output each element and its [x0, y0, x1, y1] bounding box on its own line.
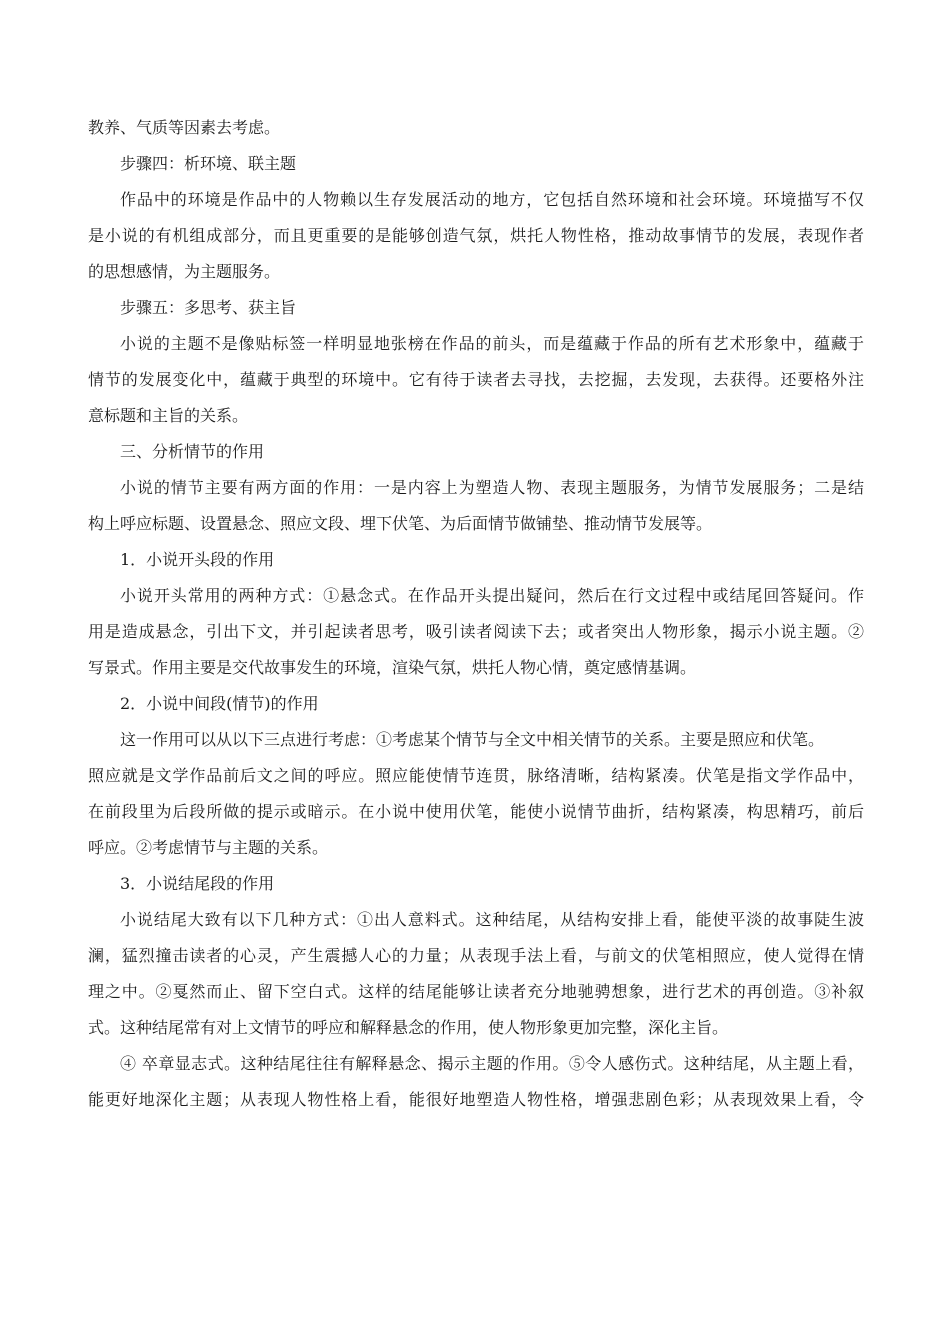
paragraph-line: 意标题和主旨的关系。 — [88, 406, 249, 425]
subsection-heading: 2．小说中间段(情节)的作用 — [120, 694, 319, 713]
paragraph-line: 照应就是文学作品前后文之间的呼应。照应能使情节连贯，脉络清晰，结构紧凑。伏笔是指文学作品中， — [88, 766, 864, 785]
paragraph-line: 写景式。作用主要是交代故事发生的环境，渲染气氛，烘托人物心情，奠定感情基调。 — [88, 658, 697, 677]
section-heading: 三、分析情节的作用 — [120, 442, 265, 461]
paragraph-line: 澜，猛烈撞击读者的心灵，产生震撼人心的力量；从表现手法上看，与前文的伏笔相照应，使人觉得在情 — [88, 946, 864, 965]
paragraph-line: 理之中。②戛然而止、留下空白式。这样的结尾能够让读者充分地驰骋想象，进行艺术的再创造。③补叙 — [88, 982, 864, 1001]
paragraph-line: 小说的主题不是像贴标签一样明显地张榜在作品的前头，而是蕴藏于作品的所有艺术形象中，蕴藏于 — [120, 334, 864, 353]
subsection-heading: 3．小说结尾段的作用 — [120, 874, 275, 893]
paragraph-line: ④ 卒章显志式。这种结尾往往有解释悬念、揭示主题的作用。⑤令人感伤式。这种结尾，从主题上看， — [120, 1054, 864, 1073]
paragraph-line: 小说的情节主要有两方面的作用：一是内容上为塑造人物、表现主题服务，为情节发展服务；二是结 — [120, 478, 864, 497]
paragraph-line: 教养、气质等因素去考虑。 — [88, 118, 281, 137]
paragraph-line: 情节的发展变化中，蕴藏于典型的环境中。它有待于读者去寻找，去挖掘，去发现，去获得。还要格外注 — [88, 370, 864, 389]
step-heading: 步骤五：多思考、获主旨 — [120, 298, 297, 317]
paragraph-line: 小说开头常用的两种方式：①悬念式。在作品开头提出疑问，然后在行文过程中或结尾回答疑问。作 — [120, 586, 864, 605]
paragraph-line: 构上呼应标题、设置悬念、照应文段、埋下伏笔、为后面情节做铺垫、推动情节发展等。 — [88, 514, 713, 533]
paragraph-line: 小说结尾大致有以下几种方式：①出人意料式。这种结尾，从结构安排上看，能使平淡的故事陡生波 — [120, 910, 864, 929]
paragraph-line: 这一作用可以从以下三点进行考虑：①考虑某个情节与全文中相关情节的关系。主要是照应和伏笔。 — [120, 730, 825, 749]
paragraph-line: 的思想感情，为主题服务。 — [88, 262, 281, 281]
paragraph-line: 作品中的环境是作品中的人物赖以生存发展活动的地方，它包括自然环境和社会环境。环境描写不仅 — [120, 190, 864, 209]
paragraph-line: 是小说的有机组成部分，而且更重要的是能够创造气氛，烘托人物性格，推动故事情节的发展，表现作者 — [88, 226, 864, 245]
paragraph-line: 呼应。②考虑情节与主题的关系。 — [88, 838, 329, 857]
paragraph-line: 式。这种结尾常有对上文情节的呼应和解释悬念的作用，使人物形象更加完整，深化主旨。 — [88, 1018, 729, 1037]
step-heading: 步骤四：析环境、联主题 — [120, 154, 297, 173]
document-page — [88, 110, 864, 1118]
subsection-heading: 1．小说开头段的作用 — [120, 550, 275, 569]
paragraph-line: 用是造成悬念，引出下文，并引起读者思考，吸引读者阅读下去；或者突出人物形象，揭示小说主题。② — [88, 622, 864, 641]
paragraph-line: 能更好地深化主题；从表现人物性格上看，能很好地塑造人物性格，增强悲剧色彩；从表现效果上看，令 — [88, 1090, 864, 1109]
paragraph-line: 在前段里为后段所做的提示或暗示。在小说中使用伏笔，能使小说情节曲折，结构紧凑，构思精巧，前后 — [88, 802, 864, 821]
